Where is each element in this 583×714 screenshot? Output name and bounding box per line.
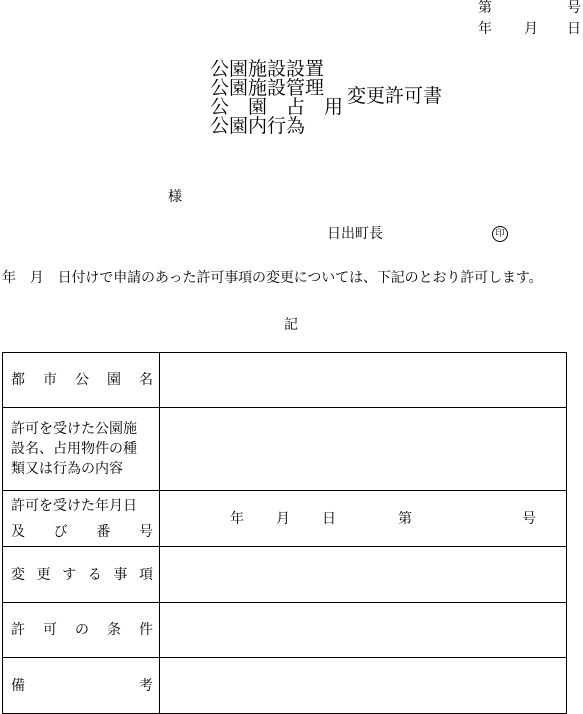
title-option-3: 公 園 占 用 [210, 96, 344, 118]
issuer-name: 日出町長 [327, 226, 383, 242]
label-char: る [87, 566, 102, 583]
ki-mark: 記 [284, 317, 298, 333]
label-line: 許可を受けた年月日 [11, 497, 137, 514]
doc-number-dai: 第 [478, 0, 492, 16]
form-table [2, 352, 567, 714]
label-char: び [53, 523, 68, 540]
value-dai: 第 [398, 510, 412, 527]
label-char: 項 [138, 566, 153, 583]
value-day: 日 [322, 510, 336, 527]
addressee-sama: 様 [168, 189, 182, 205]
doc-number-go: 号 [567, 0, 581, 16]
label-char: 号 [138, 523, 153, 540]
label-char: 考 [139, 677, 153, 694]
value-remarks[interactable] [160, 658, 567, 714]
label-char: 可 [43, 622, 57, 638]
label-char: 許 [11, 622, 25, 638]
title-suffix: 変更許可書 [347, 85, 443, 107]
label-line: 設名、占用物件の種 [11, 441, 137, 457]
value-go: 号 [522, 510, 536, 527]
label-char: 公 [75, 372, 89, 388]
value-month: 月 [276, 510, 290, 527]
label-line: 類又は行為の内容 [11, 461, 123, 477]
label-char: 都 [11, 372, 25, 388]
label-line: 許可を受けた公園施 [11, 421, 137, 437]
table-row [3, 491, 567, 547]
label-char: 園 [107, 372, 121, 388]
label-permit-date-number [3, 491, 160, 547]
label-park-name [3, 353, 160, 408]
body-text: 年 月 日付けで申請のあった許可事項の変更については、下記のとおり許可します。 [2, 270, 543, 286]
label-char: 及 [11, 523, 25, 540]
table-row [3, 603, 567, 658]
value-park-name[interactable] [160, 353, 567, 408]
table-row [3, 408, 567, 491]
label-char: 更 [36, 566, 51, 583]
label-permitted-content [3, 408, 160, 491]
value-permitted-content[interactable] [160, 408, 567, 491]
label-char: 変 [11, 566, 25, 583]
table-row [3, 658, 567, 714]
label-char: 名 [139, 372, 153, 388]
title-option-4: 公園内行為 [210, 115, 306, 137]
label-char: 事 [113, 566, 128, 583]
table-row [3, 547, 567, 603]
doc-date-month: 月 [524, 21, 538, 37]
label-char: 件 [139, 622, 153, 638]
label-char: の [75, 622, 89, 638]
label-char: 条 [107, 622, 121, 638]
title-option-1: 公園施設設置 [210, 58, 325, 80]
value-permit-date-number[interactable] [160, 491, 567, 547]
label-remarks [3, 658, 160, 714]
value-year: 年 [230, 510, 244, 527]
seal-mark: 印 [492, 226, 508, 242]
value-changes[interactable] [160, 547, 567, 603]
value-conditions[interactable] [160, 603, 567, 658]
title-option-2: 公園施設管理 [210, 77, 325, 99]
doc-date-year: 年 [478, 21, 492, 37]
label-conditions [3, 603, 160, 658]
label-char: 備 [11, 677, 25, 694]
table-row [3, 353, 567, 408]
label-changes [3, 547, 160, 603]
label-char: す [62, 566, 77, 583]
label-char: 市 [43, 372, 57, 388]
label-char: 番 [96, 523, 111, 540]
title-options [210, 60, 343, 136]
doc-date-day: 日 [567, 21, 581, 37]
